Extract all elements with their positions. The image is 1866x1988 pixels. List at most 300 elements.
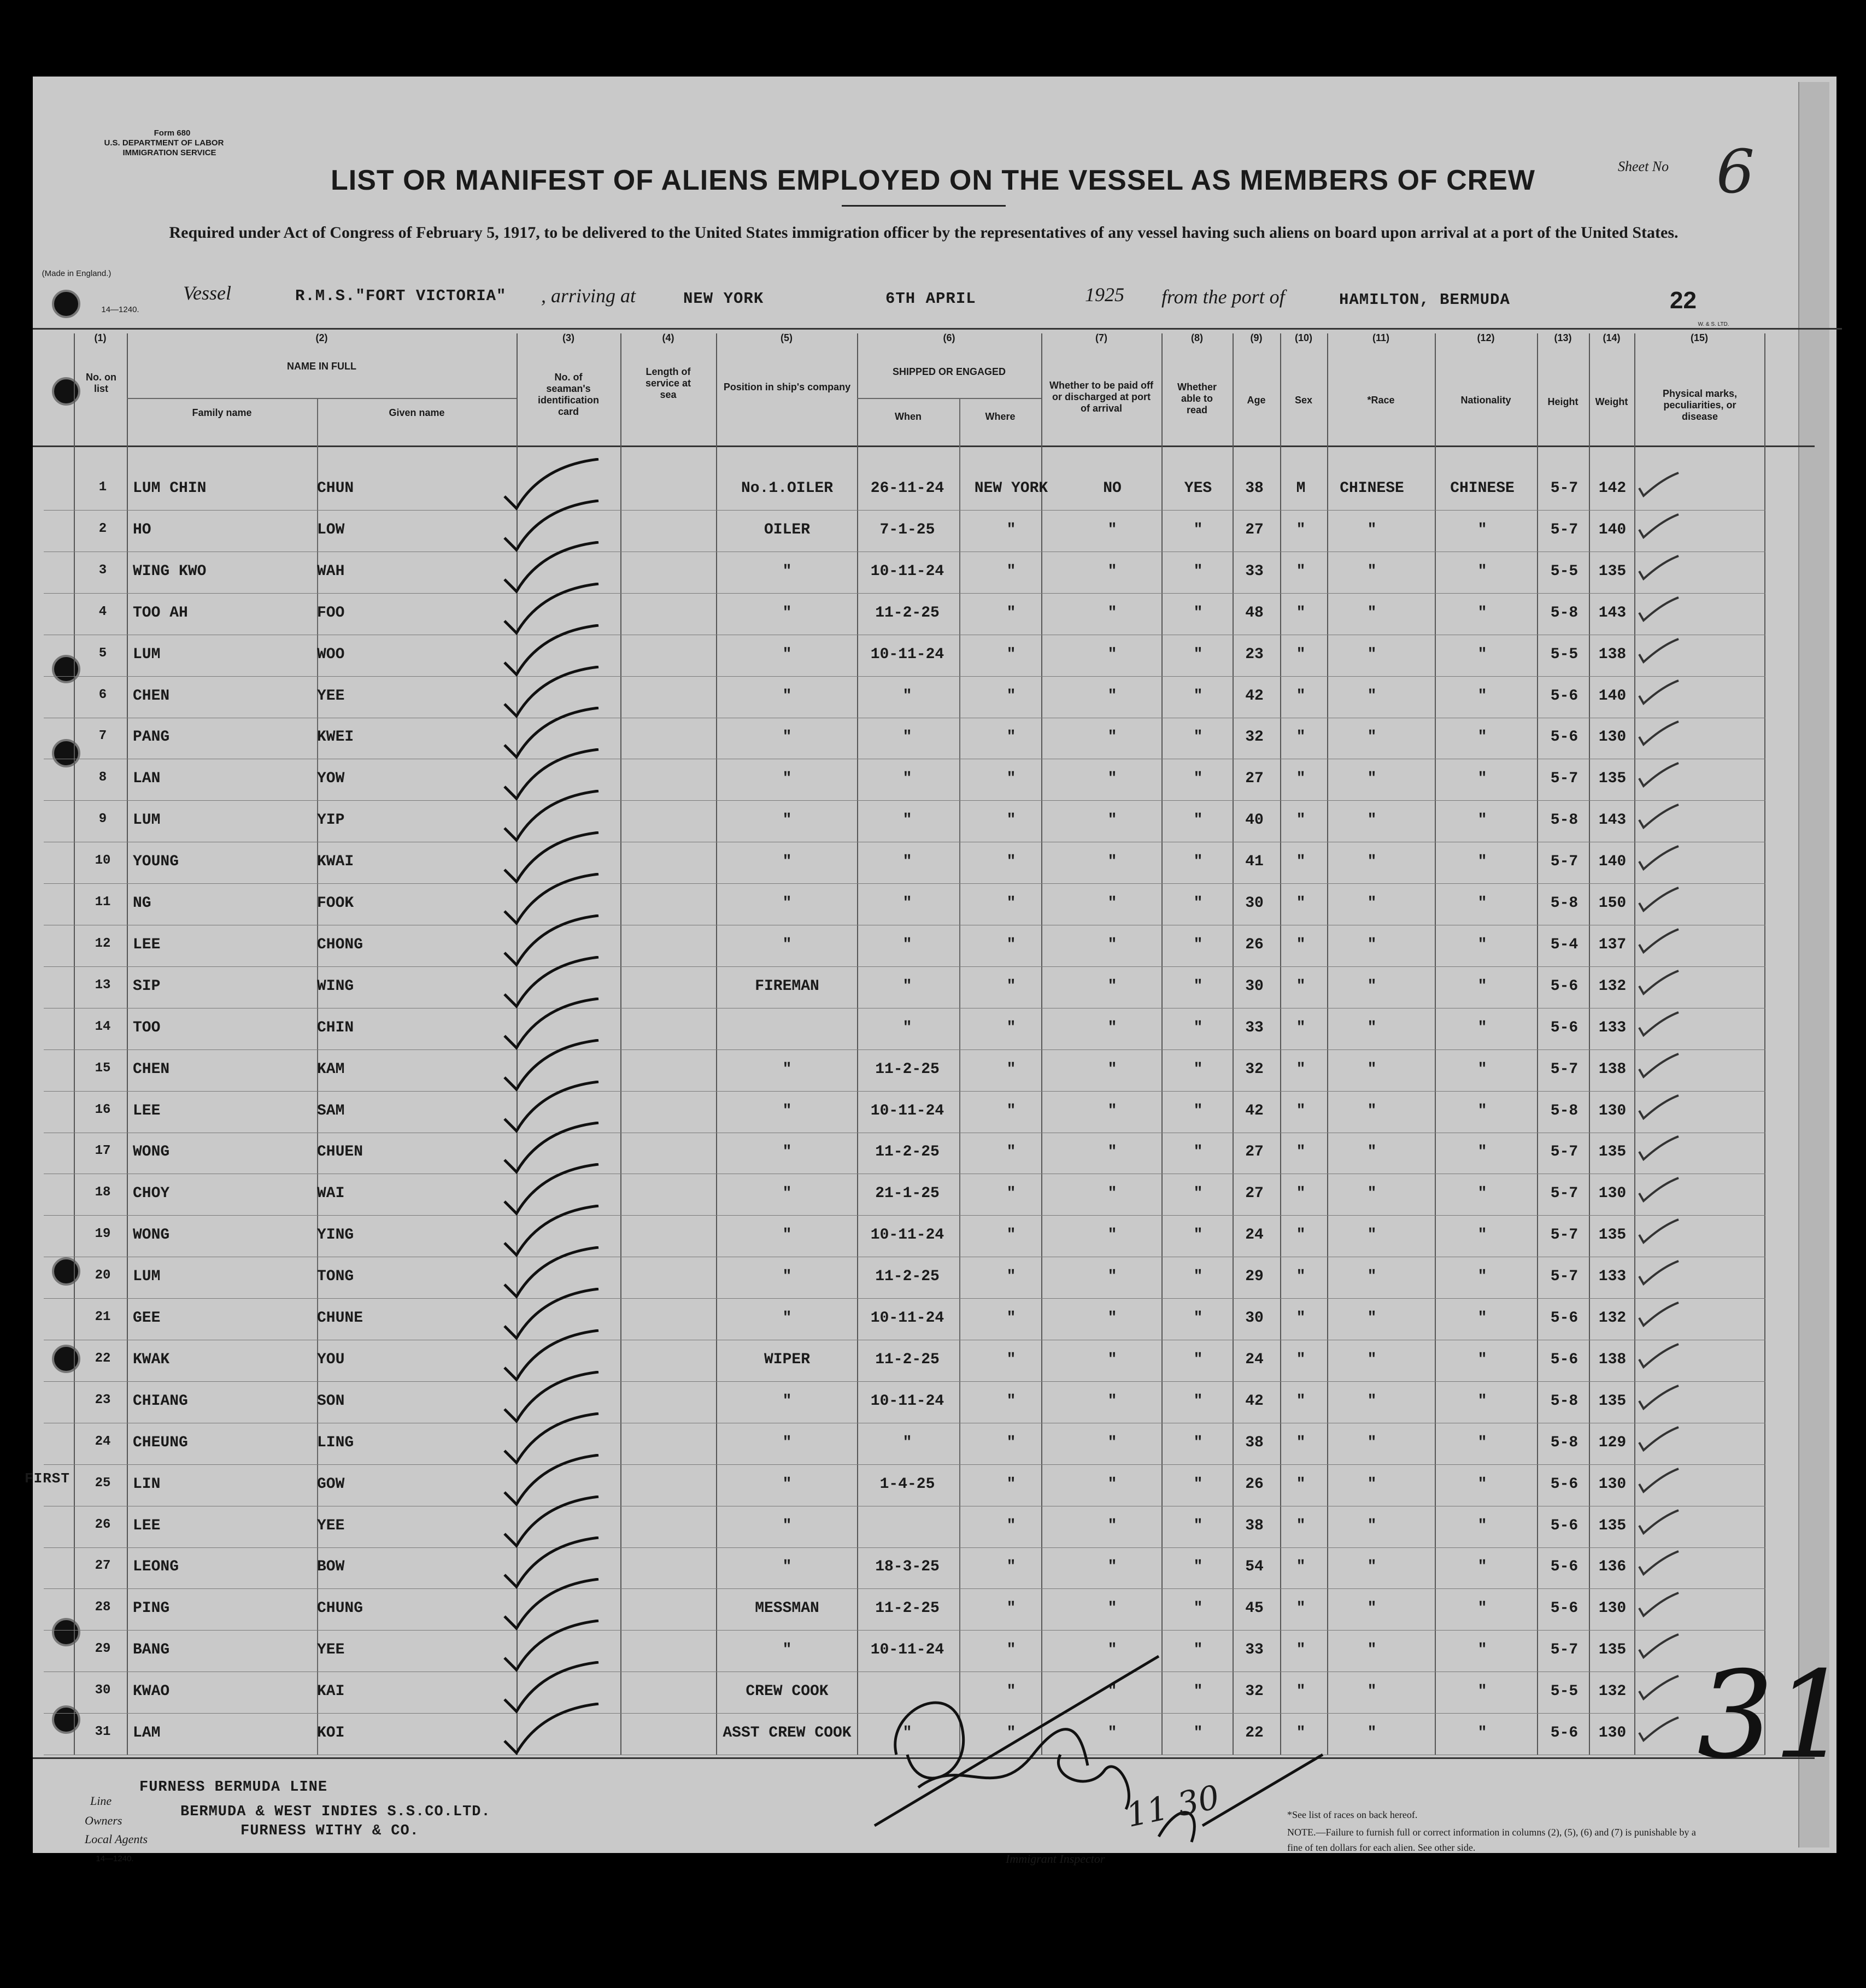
paid-off: " — [1107, 1558, 1117, 1576]
height: 5-6 — [1550, 1019, 1579, 1036]
marks-check-icon — [1637, 1592, 1681, 1619]
given-name: CHUNG — [317, 1600, 363, 1617]
age: 33 — [1245, 1019, 1264, 1036]
able-to-read: " — [1193, 1683, 1203, 1700]
shipped-where: " — [1006, 1683, 1016, 1700]
family-name: WING KWO — [133, 562, 207, 580]
weight: 130 — [1598, 1475, 1627, 1493]
sex: " — [1296, 562, 1306, 580]
departure-port: HAMILTON, BERMUDA — [1339, 291, 1510, 309]
age: 27 — [1245, 521, 1264, 538]
weight: 137 — [1598, 936, 1627, 953]
marks-check-icon — [1637, 1385, 1681, 1412]
age: 33 — [1245, 562, 1264, 580]
position: FIREMAN — [755, 977, 819, 995]
shipped-where: " — [1006, 977, 1016, 995]
shipped-where: " — [1006, 646, 1016, 663]
able-to-read: " — [1193, 1268, 1203, 1286]
sex: " — [1296, 1517, 1306, 1534]
height: 5-8 — [1550, 895, 1579, 912]
family-name: PING — [133, 1600, 170, 1617]
position: " — [782, 853, 792, 871]
shipped-when: " — [902, 812, 912, 829]
able-to-read: " — [1193, 1185, 1203, 1203]
col-num-7: (7) — [1095, 332, 1107, 343]
family-name: LAM — [133, 1725, 161, 1741]
form-number: Form 680 — [154, 128, 191, 138]
weight: 135 — [1598, 1641, 1627, 1659]
paid-off: " — [1107, 1392, 1117, 1410]
paid-off: " — [1107, 1600, 1117, 1617]
col-divider — [1233, 333, 1234, 1755]
shipped-header-rule — [857, 398, 1041, 399]
shipped-when: 11-2-25 — [875, 1060, 940, 1078]
check-mark-icon — [500, 1703, 604, 1757]
age: 33 — [1245, 1641, 1264, 1659]
race: " — [1367, 1268, 1377, 1286]
nationality: " — [1477, 1185, 1487, 1203]
paid-off: " — [1107, 687, 1117, 705]
nationality: " — [1477, 1558, 1487, 1576]
race: " — [1367, 1600, 1377, 1617]
shipped-when: " — [902, 1434, 912, 1451]
col-divider — [1161, 333, 1163, 1755]
race: " — [1367, 1019, 1377, 1036]
family-name: LAN — [133, 770, 161, 788]
height: 5-7 — [1550, 521, 1579, 538]
given-name: WAI — [317, 1185, 345, 1203]
sex: " — [1296, 1392, 1306, 1410]
weight: 133 — [1598, 1019, 1627, 1036]
given-name: YING — [317, 1227, 354, 1244]
nationality: " — [1477, 1060, 1487, 1078]
marks-check-icon — [1637, 720, 1681, 748]
family-name: WONG — [133, 1143, 170, 1161]
nationality: " — [1477, 853, 1487, 871]
agents-name: FURNESS WITHY & CO. — [240, 1823, 419, 1839]
row-number: 6 — [98, 687, 107, 702]
height: 5-7 — [1550, 770, 1579, 788]
race: " — [1367, 770, 1377, 788]
family-name: KWAO — [133, 1683, 170, 1700]
height: 5-7 — [1550, 480, 1579, 497]
given-name: GOW — [317, 1475, 345, 1493]
row-number: 12 — [95, 936, 111, 951]
binder-hole — [52, 655, 80, 683]
weight: 133 — [1598, 1268, 1627, 1286]
weight: 136 — [1598, 1558, 1627, 1576]
row-rule — [44, 1630, 1765, 1631]
shipped-where: " — [1006, 1351, 1016, 1368]
paid-off: " — [1107, 936, 1117, 953]
shipped-when: 18-3-25 — [875, 1558, 940, 1576]
marks-check-icon — [1637, 513, 1681, 541]
weight: 130 — [1598, 1600, 1627, 1617]
col-head-read: Whether able to read — [1177, 382, 1217, 415]
weight: 130 — [1598, 1102, 1627, 1119]
paid-off: " — [1107, 853, 1117, 871]
printer-mark: W. & S. LTD. — [1698, 321, 1729, 327]
race: " — [1367, 1558, 1377, 1576]
vessel-label: Vessel — [183, 282, 231, 304]
shipped-when: 10-11-24 — [870, 1641, 944, 1659]
col-num-6: (6) — [943, 332, 955, 343]
row-number: 5 — [98, 646, 107, 661]
position: " — [782, 1268, 792, 1286]
weight: 150 — [1598, 895, 1627, 912]
marks-check-icon — [1637, 1053, 1681, 1080]
family-name: LUM CHIN — [133, 480, 207, 497]
col-head-service: Length of service at sea — [645, 366, 691, 400]
age: 27 — [1245, 770, 1264, 788]
given-name: LOW — [317, 521, 345, 538]
page-marker: 22 — [1670, 287, 1697, 314]
marks-check-icon — [1637, 679, 1681, 707]
able-to-read: " — [1193, 770, 1203, 788]
given-name: SON — [317, 1392, 345, 1410]
row-rule — [44, 1049, 1765, 1050]
nationality: " — [1477, 1517, 1487, 1534]
binder-hole — [52, 1618, 80, 1646]
marks-check-icon — [1637, 928, 1681, 955]
marks-check-icon — [1637, 1218, 1681, 1246]
height: 5-8 — [1550, 1102, 1579, 1119]
height: 5-6 — [1550, 729, 1579, 746]
shipped-where: " — [1006, 1392, 1016, 1410]
col-num-13: (13) — [1554, 332, 1572, 343]
row-rule — [44, 1464, 1765, 1465]
weight: 130 — [1598, 1725, 1627, 1741]
able-to-read: " — [1193, 853, 1203, 871]
marks-check-icon — [1637, 472, 1681, 499]
given-name: YEE — [317, 1517, 345, 1534]
shipped-when: 10-11-24 — [870, 562, 944, 580]
penalty-note: NOTE.—Failure to furnish full or correct information in columns (2), (5), (6) and (7) is punishable by a fine of ten dollars for each alien. See other side. — [1287, 1827, 1696, 1853]
shipped-when: " — [902, 853, 912, 871]
position: " — [782, 1185, 792, 1203]
height: 5-5 — [1550, 1683, 1579, 1700]
shipped-where: " — [1006, 1185, 1016, 1203]
races-note: *See list of races on back hereof. — [1287, 1809, 1418, 1820]
binder-hole — [52, 1257, 80, 1286]
line-name: FURNESS BERMUDA LINE — [139, 1779, 328, 1796]
marks-check-icon — [1637, 1094, 1681, 1122]
race: " — [1367, 687, 1377, 705]
sex: " — [1296, 604, 1306, 621]
sex: M — [1296, 480, 1306, 497]
given-name: KWAI — [317, 853, 354, 871]
row-number: 24 — [95, 1434, 111, 1449]
col-divider — [1435, 333, 1436, 1755]
race: " — [1367, 1102, 1377, 1119]
given-name: KOI — [317, 1725, 345, 1741]
nationality: " — [1477, 604, 1487, 621]
marks-check-icon — [1637, 1135, 1681, 1163]
shipped-where: " — [1006, 1019, 1016, 1036]
page-subtitle: Required under Act of Congress of February 5, 1917, to be delivered to the United States immigration officer by the representatives of any vessel having such aliens on board upon arrival at a port of the United States. — [169, 224, 1679, 242]
sex: " — [1296, 1268, 1306, 1286]
family-name: CHEUNG — [133, 1434, 188, 1451]
shipped-where: " — [1006, 1517, 1016, 1534]
given-name: YIP — [317, 812, 345, 829]
marks-check-icon — [1637, 1633, 1681, 1661]
position: " — [782, 770, 792, 788]
service: IMMIGRATION SERVICE — [122, 148, 216, 157]
col-divider — [1280, 333, 1281, 1755]
handwritten-total: 31 — [1697, 1645, 1850, 1785]
shipped-where: NEW YORK — [974, 480, 1048, 497]
nationality: " — [1477, 1351, 1487, 1368]
col-divider — [1327, 333, 1328, 1755]
able-to-read: " — [1193, 1351, 1203, 1368]
given-name: YEE — [317, 687, 345, 705]
table-top-rule — [33, 328, 1842, 330]
nationality: " — [1477, 1683, 1487, 1700]
shipped-where: " — [1006, 1475, 1016, 1493]
height: 5-6 — [1550, 1310, 1579, 1327]
nationality: " — [1477, 687, 1487, 705]
margin-note: FIRST — [25, 1470, 71, 1487]
age: 38 — [1245, 480, 1264, 497]
position: WIPER — [764, 1351, 811, 1368]
marks-check-icon — [1637, 970, 1681, 997]
given-name: KAI — [317, 1683, 345, 1700]
row-number: 7 — [98, 729, 107, 744]
inspector-label: Immigrant Inspector — [1006, 1852, 1105, 1866]
race: " — [1367, 1060, 1377, 1078]
weight: 132 — [1598, 977, 1627, 995]
sheet-number: 6 — [1716, 137, 1754, 207]
sex: " — [1296, 687, 1306, 705]
paid-off: " — [1107, 562, 1117, 580]
nationality: " — [1477, 1227, 1487, 1244]
nationality: " — [1477, 1310, 1487, 1327]
nationality: " — [1477, 1434, 1487, 1451]
able-to-read: " — [1193, 1019, 1203, 1036]
given-name: WAH — [317, 562, 345, 580]
age: 32 — [1245, 1060, 1264, 1078]
weight: 132 — [1598, 1310, 1627, 1327]
col-num-8: (8) — [1191, 332, 1203, 343]
sex: " — [1296, 1227, 1306, 1244]
col-head-age: Age — [1247, 395, 1266, 406]
given-name: CHUEN — [317, 1143, 363, 1161]
col-head-marks: Physical marks, peculiarities, or disease — [1662, 388, 1738, 422]
marks-check-icon — [1637, 596, 1681, 624]
sex: " — [1296, 1475, 1306, 1493]
shipped-where: " — [1006, 895, 1016, 912]
nationality: " — [1477, 562, 1487, 580]
col-head-shipped: SHIPPED OR ENGAGED — [892, 366, 1006, 377]
row-rule — [44, 1215, 1765, 1216]
paid-off: " — [1107, 1060, 1117, 1078]
position: " — [782, 1143, 792, 1161]
sex: " — [1296, 977, 1306, 995]
height: 5-6 — [1550, 1351, 1579, 1368]
nationality: " — [1477, 812, 1487, 829]
row-number: 21 — [95, 1310, 111, 1324]
able-to-read: " — [1193, 812, 1203, 829]
family-name: LIN — [133, 1475, 161, 1493]
agents-label: Local Agents — [85, 1832, 148, 1846]
age: 42 — [1245, 687, 1264, 705]
col-num-5: (5) — [781, 332, 793, 343]
family-name: LEE — [133, 1102, 161, 1119]
row-rule — [44, 593, 1765, 594]
height: 5-6 — [1550, 1600, 1579, 1617]
shipped-where: " — [1006, 687, 1016, 705]
able-to-read: " — [1193, 977, 1203, 995]
position: " — [782, 812, 792, 829]
owners-name: BERMUDA & WEST INDIES S.S.CO.LTD. — [180, 1804, 491, 1820]
family-name: CHEN — [133, 1060, 170, 1078]
position: " — [782, 1392, 792, 1410]
race: " — [1367, 1641, 1377, 1659]
page-edge — [1798, 82, 1829, 1848]
row-number: 16 — [95, 1102, 111, 1117]
marks-check-icon — [1637, 887, 1681, 914]
shipped-where: " — [1006, 729, 1016, 746]
shipped-where: " — [1006, 1641, 1016, 1659]
row-number: 11 — [95, 895, 111, 910]
race: " — [1367, 812, 1377, 829]
age: 27 — [1245, 1185, 1264, 1203]
line-label: Line — [90, 1794, 112, 1808]
given-name: KWEI — [317, 729, 354, 746]
age: 42 — [1245, 1392, 1264, 1410]
shipped-when: 10-11-24 — [870, 1392, 944, 1410]
owners-label: Owners — [85, 1814, 122, 1827]
paid-off: " — [1107, 1102, 1117, 1119]
race: " — [1367, 1725, 1377, 1741]
arrival-date: 6TH APRIL — [885, 290, 976, 308]
weight: 135 — [1598, 1517, 1627, 1534]
row-rule — [44, 1588, 1765, 1589]
sex: " — [1296, 1185, 1306, 1203]
age: 29 — [1245, 1268, 1264, 1286]
shipped-where: " — [1006, 1725, 1016, 1741]
sex: " — [1296, 1143, 1306, 1161]
weight: 140 — [1598, 853, 1627, 871]
signature-scrawl — [853, 1645, 1345, 1848]
height: 5-7 — [1550, 1143, 1579, 1161]
col-num-10: (10) — [1294, 332, 1312, 343]
nationality: " — [1477, 895, 1487, 912]
nationality: " — [1477, 1725, 1487, 1741]
footer-print-code: 14—1240. — [96, 1854, 134, 1863]
shipped-when: " — [902, 1019, 912, 1036]
nationality: " — [1477, 1475, 1487, 1493]
race: " — [1367, 604, 1377, 621]
weight: 138 — [1598, 1060, 1627, 1078]
row-rule — [44, 966, 1765, 967]
paid-off: NO — [1103, 480, 1122, 497]
height: 5-8 — [1550, 812, 1579, 829]
col-divider — [127, 333, 128, 1755]
row-number: 17 — [95, 1143, 111, 1159]
sex: " — [1296, 1683, 1306, 1700]
shipped-when: 10-11-24 — [870, 646, 944, 663]
sex: " — [1296, 1102, 1306, 1119]
shipped-when: 11-2-25 — [875, 1268, 940, 1286]
col-divider — [1634, 333, 1635, 1755]
height: 5-7 — [1550, 1268, 1579, 1286]
height: 5-5 — [1550, 646, 1579, 663]
able-to-read: " — [1193, 1475, 1203, 1493]
col-head-position: Position in ship's company — [723, 382, 851, 392]
paid-off: " — [1107, 1019, 1117, 1036]
family-name: LEONG — [133, 1558, 179, 1576]
shipped-when: 11-2-25 — [875, 604, 940, 621]
row-number: 14 — [95, 1019, 111, 1034]
shipped-where: " — [1006, 1227, 1016, 1244]
able-to-read: " — [1193, 936, 1203, 953]
nationality: " — [1477, 521, 1487, 538]
shipped-when: 11-2-25 — [875, 1143, 940, 1161]
arriving-label: , arriving at — [541, 285, 636, 307]
col-head-given: Given name — [389, 407, 445, 418]
family-name: WONG — [133, 1227, 170, 1244]
sex: " — [1296, 1019, 1306, 1036]
able-to-read: " — [1193, 562, 1203, 580]
family-name: NG — [133, 895, 151, 912]
row-number: 10 — [95, 853, 111, 869]
nationality: " — [1477, 1019, 1487, 1036]
arrival-year: 1925 — [1085, 284, 1124, 306]
shipped-when: " — [902, 977, 912, 995]
paid-off: " — [1107, 1310, 1117, 1327]
family-name: CHIANG — [133, 1392, 188, 1410]
row-number: 8 — [98, 770, 107, 785]
nationality: " — [1477, 729, 1487, 746]
height: 5-6 — [1550, 1517, 1579, 1534]
position: " — [782, 1434, 792, 1451]
age: 38 — [1245, 1517, 1264, 1534]
sex: " — [1296, 1641, 1306, 1659]
paid-off: " — [1107, 646, 1117, 663]
row-number: 29 — [95, 1641, 111, 1657]
weight: 140 — [1598, 521, 1627, 538]
col-divider — [716, 333, 717, 1755]
shipped-where: " — [1006, 562, 1016, 580]
paid-off: " — [1107, 1351, 1117, 1368]
col-head-family: Family name — [192, 407, 252, 418]
family-name: HO — [133, 521, 151, 538]
weight: 135 — [1598, 1227, 1627, 1244]
height: 5-7 — [1550, 853, 1579, 871]
given-name: CHONG — [317, 936, 363, 953]
marks-check-icon — [1637, 1177, 1681, 1204]
row-number: 30 — [95, 1683, 111, 1698]
col-divider — [1764, 333, 1765, 1755]
sex: " — [1296, 1558, 1306, 1576]
family-name: TOO — [133, 1019, 161, 1036]
marks-check-icon — [1637, 1260, 1681, 1287]
weight: 132 — [1598, 1683, 1627, 1700]
given-name: BOW — [317, 1558, 345, 1576]
row-number: 31 — [95, 1725, 111, 1739]
able-to-read: " — [1193, 1102, 1203, 1119]
able-to-read: " — [1193, 1600, 1203, 1617]
height: 5-4 — [1550, 936, 1579, 953]
family-name: LUM — [133, 812, 161, 829]
position: " — [782, 687, 792, 705]
col-divider — [1041, 333, 1042, 1755]
sex: " — [1296, 853, 1306, 871]
col-head-name: NAME IN FULL — [287, 361, 356, 372]
position: MESSMAN — [755, 1600, 819, 1617]
nationality: " — [1477, 770, 1487, 788]
